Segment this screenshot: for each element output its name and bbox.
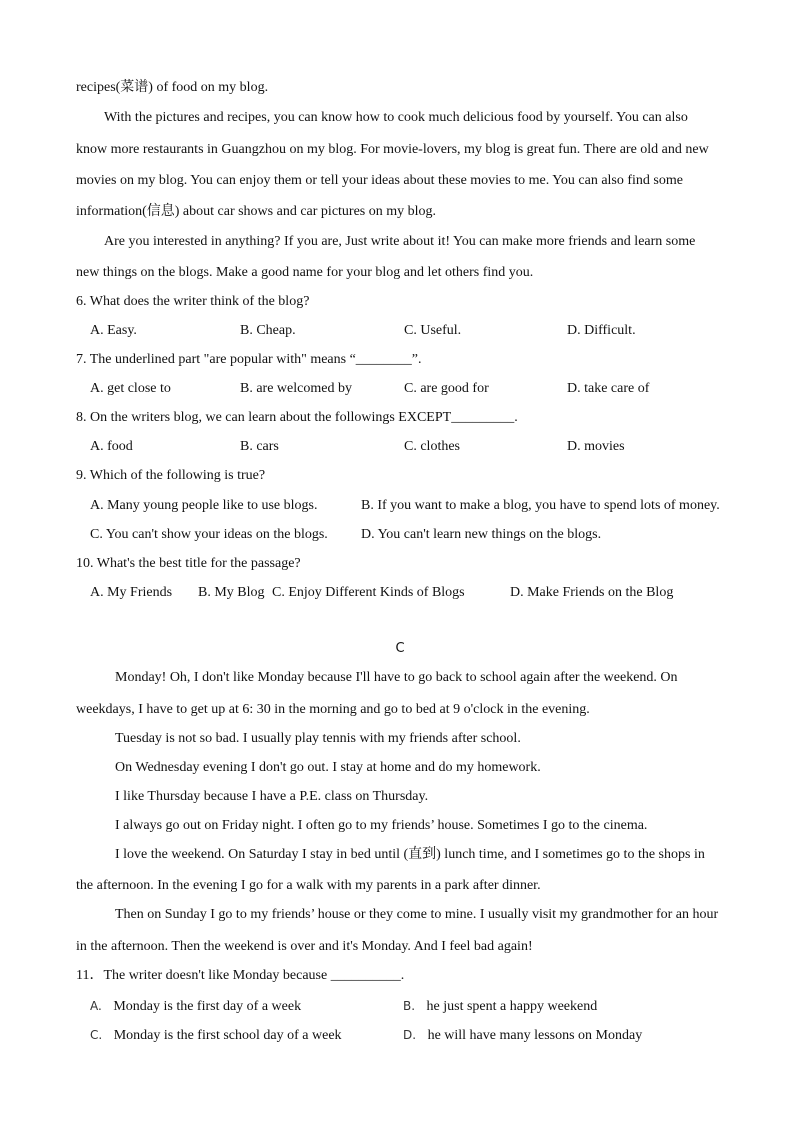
answer-option[interactable]: C. are good for <box>404 381 489 396</box>
answer-option[interactable] <box>90 997 301 1016</box>
answer-option[interactable]: A. get close to <box>90 381 171 396</box>
question-stem: 11．The writer doesn't like Monday because __________. <box>76 968 405 983</box>
section-heading: C <box>395 641 405 656</box>
answer-option[interactable]: C. Useful. <box>404 323 462 338</box>
option-letter: D. <box>403 1028 417 1042</box>
passage-line: On Wednesday evening I don't go out. I stay at home and do my homework. <box>115 760 541 775</box>
passage-line: Tuesday is not so bad. I usually play tennis with my friends after school. <box>115 731 521 746</box>
answer-option[interactable]: B. Cheap. <box>240 323 296 338</box>
passage-line: weekdays, I have to get up at 6: 30 in the morning and go to bed at 9 o'clock in the evening. <box>76 702 590 717</box>
passage-line: With the pictures and recipes, you can know how to cook much delicious food by yourself. You can also <box>104 110 688 125</box>
answer-option[interactable]: B. cars <box>240 439 279 454</box>
answer-option[interactable]: D. Make Friends on the Blog <box>510 585 674 600</box>
passage-line: recipes(菜谱) of food on my blog. <box>76 80 269 95</box>
passage-line: Monday! Oh, I don't like Monday because I'll have to go back to school again after the weekend. On <box>115 670 678 685</box>
question-stem: 7. The underlined part "are popular with" means “________”. <box>76 352 422 367</box>
option-text: Monday is the first school day of a week <box>113 1028 342 1043</box>
passage-line: information(信息) about car shows and car pictures on my blog. <box>76 204 437 219</box>
passage-line: Are you interested in anything? If you are, Just write about it! You can make more friends and learn some <box>104 234 696 249</box>
answer-option[interactable]: D. movies <box>567 439 625 454</box>
answer-option[interactable]: A. My Friends <box>90 585 173 600</box>
answer-option[interactable]: A. Easy. <box>90 323 137 338</box>
answer-option[interactable]: A. food <box>90 439 133 454</box>
answer-option[interactable]: C. Enjoy Different Kinds of Blogs <box>272 585 465 600</box>
option-letter: A. <box>90 999 102 1013</box>
answer-option[interactable]: B. If you want to make a blog, you have to spend lots of money. <box>361 498 720 513</box>
option-text: Monday is the first day of a week <box>113 999 302 1014</box>
answer-option[interactable]: B. My Blog <box>198 585 265 600</box>
passage-line: I always go out on Friday night. I often go to my friends’ house. Sometimes I go to the cinema. <box>115 818 648 833</box>
passage-line: I like Thursday because I have a P.E. class on Thursday. <box>115 789 429 804</box>
answer-option[interactable]: A. Many young people like to use blogs. <box>90 498 318 513</box>
question-stem: 8. On the writers blog, we can learn about the followings EXCEPT_________. <box>76 410 518 425</box>
question-stem: 10. What's the best title for the passage? <box>76 556 301 571</box>
answer-option[interactable]: C. You can't show your ideas on the blogs. <box>90 527 328 542</box>
passage-line: Then on Sunday I go to my friends’ house or they come to mine. I usually visit my grandmother for an hour <box>115 907 719 922</box>
answer-option[interactable]: C. clothes <box>404 439 460 454</box>
passage-line: I love the weekend. On Saturday I stay in bed until (直到) lunch time, and I sometimes go to the shops in <box>115 847 705 862</box>
question-stem: 9. Which of the following is true? <box>76 468 266 483</box>
passage-line: know more restaurants in Guangzhou on my blog. For movie-lovers, my blog is great fun. There are old and new <box>76 142 709 157</box>
answer-option[interactable]: D. take care of <box>567 381 650 396</box>
answer-option[interactable] <box>403 1026 642 1045</box>
option-text: he will have many lessons on Monday <box>427 1028 643 1043</box>
option-letter: C. <box>90 1028 103 1042</box>
answer-option[interactable] <box>403 997 597 1016</box>
answer-option[interactable] <box>90 1026 342 1045</box>
passage-line: the afternoon. In the evening I go for a walk with my parents in a park after dinner. <box>76 878 541 893</box>
answer-option[interactable]: B. are welcomed by <box>240 381 352 396</box>
passage-line: in the afternoon. Then the weekend is over and it's Monday. And I feel bad again! <box>76 939 533 954</box>
option-letter: B. <box>403 999 416 1013</box>
passage-line: new things on the blogs. Make a good name for your blog and let others find you. <box>76 265 534 280</box>
answer-option[interactable]: D. You can't learn new things on the blogs. <box>361 527 602 542</box>
question-stem: 6. What does the writer think of the blog? <box>76 294 310 309</box>
option-text: he just spent a happy weekend <box>426 999 598 1014</box>
answer-option[interactable]: D. Difficult. <box>567 323 636 338</box>
passage-line: movies on my blog. You can enjoy them or tell your ideas about these movies to me. You can also find some <box>76 173 683 188</box>
